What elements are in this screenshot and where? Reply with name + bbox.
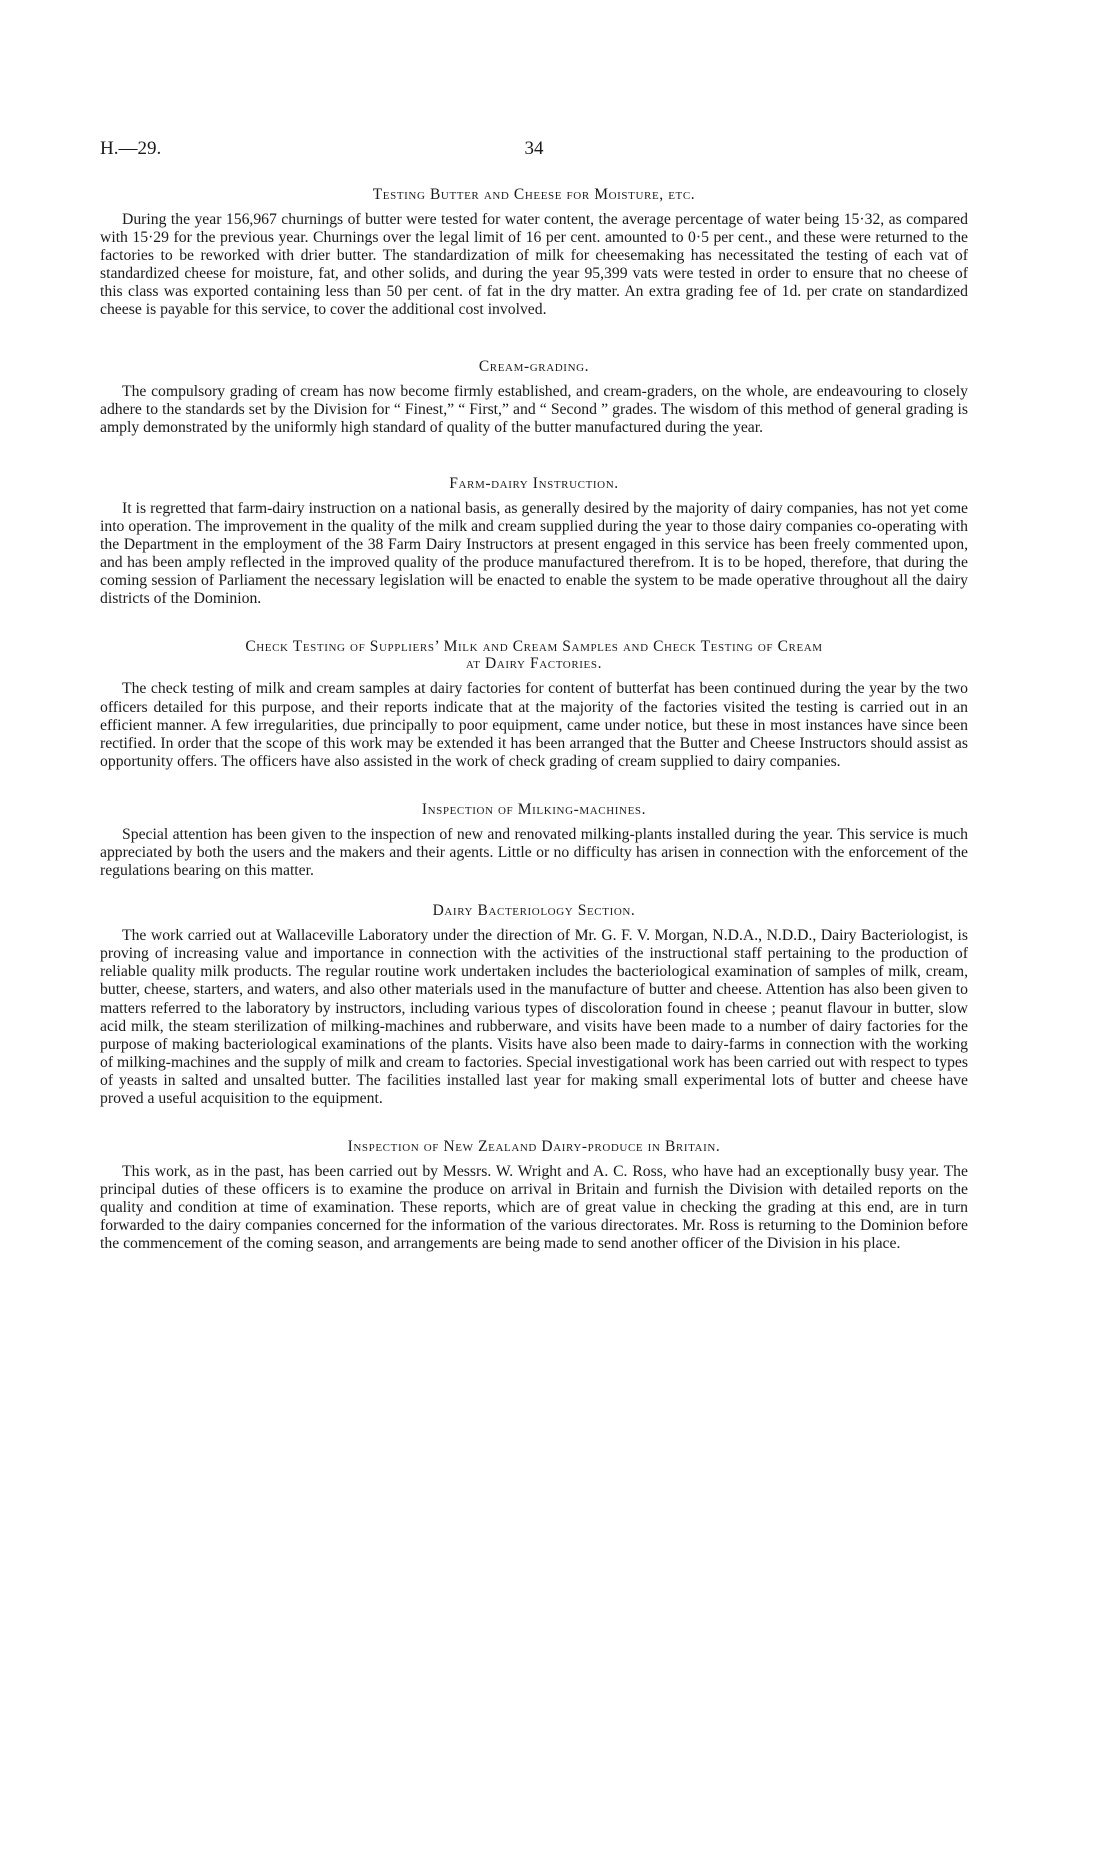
page-header [100, 138, 968, 164]
paragraph-check-testing: The check testing of milk and cream samples at dairy factories for content of butterfat has been continued during the year by the two officers detailed for this purpose, and their reports indicate that at the majority of the factories visited the testing is carried out in an efficient manner. A few irregularities, due principally to poor equipment, came under notice, but these in most instances have since been rectified. In order that the scope of this work may be extended it has been arranged that the Butter and Cheese Instructors should assist as opportunity offers. The officers have also assisted in the work of check grading of cream supplied to dairy companies. [100, 680, 968, 770]
section-heading-check-testing-line1: Check Testing of Suppliers’ Milk and Cream Samples and Check Testing of Cream [245, 638, 823, 656]
section-heading-bacteriology: Dairy Bacteriology Section. [432, 902, 636, 920]
section-heading-milking-machines: Inspection of Milking-machines. [421, 800, 647, 818]
section-heading-testing-butter: Testing Butter and Cheese for Moisture, etc. [372, 186, 696, 203]
section-heading-cream-grading: Cream-grading. [478, 357, 590, 375]
section-heading-check-testing-line2: at Dairy Factories. [465, 655, 603, 673]
page-body [100, 186, 968, 1254]
section-heading-inspection-britain: Inspection of New Zealand Dairy-produce in Britain. [347, 1138, 721, 1156]
paragraph-bacteriology: The work carried out at Wallaceville Laboratory under the direction of Mr. G. F. V. Morgan, N.D.A., N.D.D., Dairy Bacteriologist, is proving of increasing value and importance in connection with the activities of the instructional staff pertaining to the production of reliable quality milk products. The regular routine work undertaken includes the bacteriological examination of samples of milk, cream, butter, cheese, starters, and waters, and also other materials used in the manufacture of butter and cheese. Attention has also been given to matters referred to the laboratory by instructors, including various types of discoloration found in cheese ; peanut flavour in butter, slow acid milk, the steam sterilization of milking-machines and rubberware, and visits have been made to a number of dairy factories for the purpose of making bacteriological examinations of the plants. Visits have also been made to dairy-farms in connection with the working of milking-machines and the supply of milk and cream to factories. Special investigational work has been carried out with respect to types of yeasts in salted and unsalted butter. The facilities installed last year for making small experimental lots of butter and cheese have proved a useful acquisition to the equipment. [100, 927, 968, 1107]
paragraph-testing-butter: During the year 156,967 churnings of butter were tested for water content, the average percentage of water being 15·32, as compared with 15·29 for the previous year. Churnings over the legal limit of 16 per cent. amounted to 0·5 per cent., and these were returned to the factories to be reworked with drier butter. The standardization of milk for cheesemaking has necessitated the testing of each vat of standardized cheese for moisture, fat, and other solids, and during the year 95,399 vats were tested in order to ensure that no cheese of this class was exported containing less than 50 per cent. of fat in the dry matter. An extra grading fee of 1d. per crate on standardized cheese is payable for this service, to cover the additional cost involved. [100, 211, 968, 319]
document-reference: H.—29. [100, 138, 162, 159]
section-heading-check-testing [100, 638, 968, 672]
section-heading-farm-dairy: Farm-dairy Instruction. [449, 474, 619, 492]
paragraph-inspection-britain: This work, as in the past, has been carried out by Messrs. W. Wright and A. C. Ross, who have had an exceptionally busy year. The principal duties of these officers is to examine the produce on arrival in Britain and furnish the Division with detailed reports on the quality and condition at time of examination. These reports, which are of great value in checking the grading at this end, are in turn forwarded to the dairy companies concerned for the information of the various directorates. Mr. Ross is returning to the Dominion before the commencement of the coming season, and arrangements are being made to send another officer of the Division in his place. [100, 1163, 968, 1253]
page-number: 34 [524, 138, 544, 159]
paragraph-farm-dairy: It is regretted that farm-dairy instruction on a national basis, as generally desired by the majority of dairy companies, has not yet come into operation. The improvement in the quality of the milk and cream supplied during the year to those dairy companies co-operating with the Department in the employment of the 38 Farm Dairy Instructors at present engaged in this service has been freely commented upon, and has been amply reflected in the improved quality of the produce manufactured therefrom. It is to be hoped, therefore, that during the coming session of Parliament the necessary legislation will be enacted to enable the system to be made operative throughout all the dairy districts of the Dominion. [100, 499, 968, 608]
paragraph-milking-machines: Special attention has been given to the inspection of new and renovated milking-plants installed during the year. This service is much appreciated by both the users and the makers and their agents. Little or no difficulty has arisen in connection with the enforcement of the regulations bearing on this matter. [100, 825, 968, 880]
paragraph-cream-grading: The compulsory grading of cream has now become firmly established, and cream-graders, on the whole, are endeavouring to closely adhere to the standards set by the Division for “ Finest,” “ First,” and “ Second ” grades. The wisdom of this method of general grading is amply demonstrated by the uniformly high standard of quality of the butter manufactured during the year. [100, 382, 968, 436]
